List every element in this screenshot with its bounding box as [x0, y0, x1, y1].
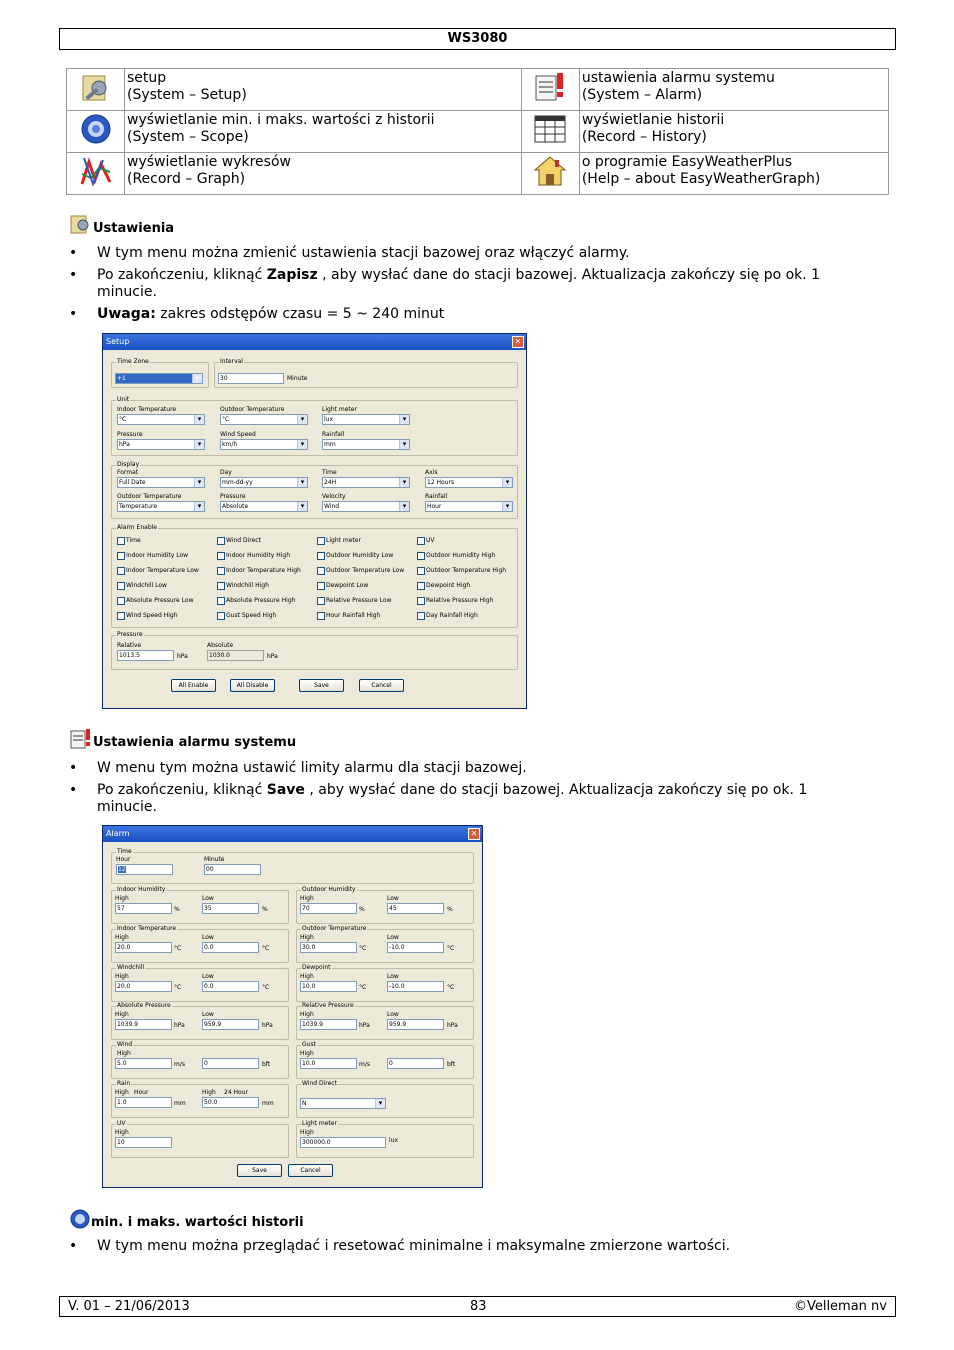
field-label: °C — [262, 984, 270, 991]
ih-high-input[interactable]: 57 — [115, 903, 172, 914]
field-label: hPa — [174, 1022, 185, 1029]
alarm-icon — [69, 728, 93, 750]
field-label: Low — [387, 973, 399, 980]
setup-icon — [69, 214, 93, 236]
gust-bft-input[interactable]: 0 — [387, 1058, 444, 1069]
field-label: High — [300, 1011, 314, 1018]
field-label: °C — [447, 945, 455, 952]
field-label: Low — [387, 1011, 399, 1018]
ap-high-input[interactable]: 1039.9 — [115, 1019, 172, 1030]
wc-alarm-group: Windchill High 20.0 °C Low 0.0 °C — [111, 968, 289, 1002]
rain-24h-input[interactable]: 50.0 — [202, 1097, 259, 1108]
ot-low-input[interactable]: -10.0 — [387, 942, 444, 953]
alarm-enable-checkbox[interactable]: Outdoor Humidity High — [417, 552, 495, 559]
it-low-input[interactable]: 0.0 — [202, 942, 259, 953]
field-label: High — [300, 1129, 314, 1136]
field-label: Hour — [134, 1089, 149, 1096]
gust-alarm-group: Gust High 10.0 m/s 0 bft — [296, 1045, 474, 1079]
graph-icon — [67, 153, 125, 195]
field-label: 24 Hour — [224, 1089, 248, 1096]
velocity-select[interactable]: Wind ▾ — [322, 501, 410, 512]
bullet: • Po zakończeniu, kliknąć Zapisz , aby wysłać dane do stacji bazowej. Aktualizacja zakończy się po ok. 1 minucie. — [69, 267, 869, 301]
field-label: Time — [322, 469, 337, 476]
section-title-text: min. i maks. wartości historii — [91, 1215, 304, 1230]
alarm-enable-checkbox[interactable]: Absolute Pressure Low — [117, 597, 193, 604]
it-high-input[interactable]: 20.0 — [115, 942, 172, 953]
legend-text: (System – Alarm) — [581, 87, 703, 103]
rain-alarm-group: Rain High Hour 1.0 mm High 24 Hour 50.0 mm — [111, 1084, 289, 1118]
legend-text: o programie EasyWeatherPlus — [581, 154, 793, 170]
display-rain-select[interactable]: Hour ▾ — [425, 501, 513, 512]
ih-low-input[interactable]: 35 — [202, 903, 259, 914]
setup-dialog — [102, 333, 527, 709]
rp-alarm-group: Relative Pressure High 1039.9 hPa Low 959.9 hPa — [296, 1006, 474, 1040]
alarm-enable-group: Alarm Enable Time Wind Direct Light meter UV Indoor Humidity Low Indoor Humidity High Outdoor Humidity Low Outdoor Humidity High Indoor Temperature Low Indoor Temperature High Outdoor Temperature Low Outdoor Temperature High Windchill Low Windchill High Dewpoint Low Dewpoint High Absolute Pressure Low Absolute Pressure High Relative Pressure Low Relative Pressure High Wind Speed High Gust Speed High Hour Rainfall High Day Rainfall High — [111, 528, 518, 628]
field-label: High — [115, 934, 129, 941]
field-label: Relative — [117, 642, 142, 649]
dp-alarm-group: Dewpoint High 10.0 °C Low -10.0 °C — [296, 968, 474, 1002]
light-alarm-group: Light meter High 300000.0 lux — [296, 1124, 474, 1158]
alarm-enable-checkbox[interactable]: Windchill High — [217, 582, 269, 589]
alarm-enable-checkbox[interactable]: Indoor Temperature High — [217, 567, 301, 574]
field-label: Rainfall — [425, 493, 448, 500]
scope-bullets — [69, 1238, 869, 1260]
bullet: • Po zakończeniu, kliknąć Save , aby wysłać dane do stacji bazowej. Aktualizacja zakończy się po ok. 1 minucie. — [69, 782, 869, 816]
gust-high-input[interactable]: 10.0 — [300, 1058, 357, 1069]
scope-icon — [69, 1208, 91, 1230]
alarm-enable-checkbox[interactable]: Dewpoint High — [417, 582, 470, 589]
setup-icon — [67, 69, 125, 111]
field-label: High — [115, 1089, 129, 1096]
close-icon[interactable]: ✕ — [512, 336, 524, 348]
cancel-button[interactable]: Cancel — [288, 1164, 333, 1177]
field-label: Pressure — [220, 493, 246, 500]
field-label: High — [202, 1089, 216, 1096]
field-label: High — [117, 1050, 131, 1057]
day-select[interactable]: mm-dd-yy ▾ — [220, 477, 308, 488]
all-enable-button[interactable]: All Enable — [171, 679, 216, 692]
format-select[interactable]: Full Date ▾ — [117, 477, 205, 488]
close-icon[interactable]: ✕ — [468, 828, 480, 840]
alarm-enable-checkbox[interactable]: Light meter — [317, 537, 361, 544]
ot-high-input[interactable]: 30.0 — [300, 942, 357, 953]
outdoor-temp-unit-select[interactable]: °C ▾ — [220, 414, 308, 425]
section-title-text: Ustawienia — [93, 221, 175, 236]
unit-group: Unit Indoor Temperature °C ▾ Outdoor Temperature °C ▾ Light meter lux ▾ Pressure hPa ▾ Wind Speed km/h ▾ Rainfall mm ▾ — [111, 400, 518, 456]
field-label: bft — [447, 1061, 456, 1068]
wind-bft-input[interactable]: 0 — [202, 1058, 259, 1069]
pressure-calibration-group: Pressure Relative 1013.5 hPa Absolute 1030.0 hPa — [111, 635, 518, 670]
field-label: lux — [389, 1137, 399, 1144]
field-label: Wind Speed — [220, 431, 256, 438]
legend-text: wyświetlanie min. i maks. wartości z historii — [127, 112, 435, 128]
interval-group: Interval 30 Minute — [214, 362, 518, 388]
section-title-alarm — [69, 728, 296, 750]
legend-text: (Record – History) — [581, 129, 707, 145]
field-label: m/s — [359, 1061, 370, 1068]
alarm-enable-checkbox[interactable]: Indoor Temperature Low — [117, 567, 199, 574]
field-label: bft — [262, 1061, 271, 1068]
page-number: 83 — [470, 1299, 487, 1314]
field-label: °C — [359, 984, 367, 991]
field-label: Low — [387, 895, 399, 902]
field-label: hPa — [447, 1022, 458, 1029]
dialog-titlebar: Alarm ✕ — [103, 826, 482, 842]
ap-alarm-group: Absolute Pressure High 1039.9 hPa Low 959.9 hPa — [111, 1006, 289, 1040]
light-unit-select[interactable]: lux ▾ — [322, 414, 410, 425]
wc-high-input[interactable]: 20.0 — [115, 981, 172, 992]
field-label: High — [115, 973, 129, 980]
field-label: % — [447, 906, 453, 913]
field-label: % — [174, 906, 180, 913]
oh-high-input[interactable]: 70 — [300, 903, 357, 914]
unit-label: hPa — [177, 653, 188, 660]
interval-unit: Minute — [287, 375, 308, 382]
field-label: Day — [220, 469, 232, 476]
indoor-temp-unit-select[interactable]: °C ▾ — [117, 414, 205, 425]
bullet: • W tym menu można zmienić ustawienia stacji bazowej oraz włączyć alarmy. — [69, 245, 869, 262]
alarm-bullets — [69, 760, 869, 821]
field-label: Outdoor Temperature — [117, 493, 182, 500]
alarm-enable-checkbox[interactable]: Outdoor Temperature High — [417, 567, 506, 574]
interval-input[interactable]: 30 — [218, 373, 284, 384]
field-label: m/s — [174, 1061, 185, 1068]
bullet: • W menu tym można ustawić limity alarmu dla stacji bazowej. — [69, 760, 869, 777]
alarm-enable-checkbox[interactable]: Windchill Low — [117, 582, 167, 589]
copyright: ©Velleman nv — [793, 1299, 887, 1314]
dialog-titlebar: Setup ✕ — [103, 334, 526, 350]
wind-direction-group: Wind Direct N ▾ — [296, 1084, 474, 1118]
alarm-enable-checkbox[interactable]: Outdoor Temperature Low — [317, 567, 404, 574]
field-label: °C — [174, 984, 182, 991]
legend-text: wyświetlanie wykresów — [127, 154, 291, 170]
timezone-group: Time Zone +1 ▾ — [111, 362, 209, 388]
ap-low-input[interactable]: 959.9 — [202, 1019, 259, 1030]
display-outdoor-select[interactable]: Temperature ▾ — [117, 501, 205, 512]
display-pressure-select[interactable]: Absolute ▾ — [220, 501, 308, 512]
field-label: Pressure — [117, 431, 143, 438]
alarm-enable-checkbox[interactable]: Hour Rainfall High — [317, 612, 380, 619]
ot-alarm-group: Outdoor Temperature High 30.0 °C Low -10.0 °C — [296, 929, 474, 963]
wc-low-input[interactable]: 0.0 — [202, 981, 259, 992]
relative-pressure-input[interactable]: 1013.5 — [117, 650, 174, 661]
alarm-enable-checkbox[interactable]: Dewpoint Low — [317, 582, 368, 589]
oh-alarm-group: Outdoor Humidity High 70 % Low 45 % — [296, 890, 474, 924]
field-label: Low — [387, 934, 399, 941]
time-group: Time Hour 12 Minute 00 — [111, 852, 474, 884]
field-label: High — [300, 973, 314, 980]
hour-input[interactable]: 12 — [116, 864, 173, 875]
cancel-button[interactable]: Cancel — [359, 679, 404, 692]
alarm-dialog — [102, 825, 483, 1188]
legend-text: setup — [127, 70, 167, 86]
wind-high-input[interactable]: 5.0 — [115, 1058, 172, 1069]
field-label: Low — [202, 934, 214, 941]
field-label: Velocity — [322, 493, 346, 500]
dp-low-input[interactable]: -10.0 — [387, 981, 444, 992]
field-label: mm — [262, 1100, 274, 1107]
bullet: • Uwaga: zakres odstępów czasu = 5 ~ 240 minut — [69, 306, 869, 323]
all-disable-button[interactable]: All Disable — [230, 679, 275, 692]
alarm-enable-checkbox[interactable]: Relative Pressure Low — [317, 597, 391, 604]
uv-high-input[interactable]: 10 — [115, 1137, 172, 1148]
pressure-unit-select[interactable]: hPa ▾ — [117, 439, 205, 450]
field-label: °C — [447, 984, 455, 991]
field-label: °C — [262, 945, 270, 952]
legend-text: (System – Setup) — [127, 87, 247, 103]
alarm-enable-checkbox[interactable]: Wind Speed High — [117, 612, 178, 619]
field-label: High — [115, 1011, 129, 1018]
field-label: Axis — [425, 469, 438, 476]
alarm-enable-checkbox[interactable]: Time — [117, 537, 141, 544]
history-table-icon — [521, 111, 579, 153]
rain-hour-input[interactable]: 1.0 — [115, 1097, 172, 1108]
time-select[interactable]: 24H ▾ — [322, 477, 410, 488]
alarm-enable-checkbox[interactable]: Wind Direct — [217, 537, 261, 544]
section-title-text: Ustawienia alarmu systemu — [93, 735, 297, 750]
scope-icon — [67, 111, 125, 153]
icon-legend-table — [66, 68, 889, 195]
alarm-enable-checkbox[interactable]: Gust Speed High — [217, 612, 276, 619]
save-button[interactable]: Save — [237, 1164, 282, 1177]
minute-input[interactable]: 00 — [204, 864, 261, 875]
legend-text: ustawienia alarmu systemu — [581, 70, 775, 86]
field-label: Format — [117, 469, 139, 476]
dp-high-input[interactable]: 10.0 — [300, 981, 357, 992]
field-label: High — [300, 1050, 314, 1057]
section-title-scope — [69, 1208, 304, 1230]
field-label: High — [300, 895, 314, 902]
timezone-select[interactable]: +1 ▾ — [115, 373, 203, 384]
rp-high-input[interactable]: 1039.9 — [300, 1019, 357, 1030]
alarm-enable-checkbox[interactable]: Indoor Humidity Low — [117, 552, 188, 559]
page-footer — [59, 1296, 896, 1317]
field-label: % — [262, 906, 268, 913]
legend-text: wyświetlanie historii — [581, 112, 725, 128]
alarm-enable-checkbox[interactable]: Outdoor Humidity Low — [317, 552, 393, 559]
field-label: High — [300, 934, 314, 941]
field-label: % — [359, 906, 365, 913]
wind-unit-select[interactable]: km/h ▾ — [220, 439, 308, 450]
section-title-setup — [69, 214, 174, 236]
oh-low-input[interactable]: 45 — [387, 903, 444, 914]
alarm-enable-checkbox[interactable]: Indoor Humidity High — [217, 552, 290, 559]
legend-text: (System – Scope) — [127, 129, 249, 145]
display-group: Display Format Full Date ▾ Day mm-dd-yy ▾ Time 24H ▾ Axis 12 Hours ▾ Outdoor Temperature Temperature ▾ Pressure Absolute ▾ Velocity Wind ▾ Rainfall Hour ▾ — [111, 465, 518, 519]
page-header: WS3080 — [59, 28, 896, 50]
setup-bullets — [69, 245, 869, 328]
field-label: hPa — [359, 1022, 370, 1029]
field-label: Light meter — [322, 406, 357, 413]
field-label: Outdoor Temperature — [220, 406, 285, 413]
field-label: Indoor Temperature — [117, 406, 177, 413]
wind-alarm-group: Wind High 5.0 m/s 0 bft — [111, 1045, 289, 1079]
field-label: °C — [174, 945, 182, 952]
axis-select[interactable]: 12 Hours ▾ — [425, 477, 513, 488]
bullet: • W tym menu można przeglądać i resetować minimalne i maksymalne zmierzone wartości. — [69, 1238, 869, 1255]
field-label: Low — [202, 895, 214, 902]
field-label: Low — [202, 1011, 214, 1018]
alarm-enable-checkbox[interactable]: UV — [417, 537, 435, 544]
field-label: High — [115, 1129, 129, 1136]
alarm-enable-checkbox[interactable]: Day Rainfall High — [417, 612, 478, 619]
it-alarm-group: Indoor Temperature High 20.0 °C Low 0.0 °C — [111, 929, 289, 963]
legend-text: (Record – Graph) — [127, 171, 246, 187]
light-high-input[interactable]: 300000.0 — [300, 1137, 386, 1148]
field-label: mm — [174, 1100, 186, 1107]
ih-alarm-group: Indoor Humidity High 57 % Low 35 % — [111, 890, 289, 924]
field-label: hPa — [262, 1022, 273, 1029]
rp-low-input[interactable]: 959.9 — [387, 1019, 444, 1030]
unit-label: hPa — [267, 653, 278, 660]
home-icon — [521, 153, 579, 195]
rain-unit-select[interactable]: mm ▾ — [322, 439, 410, 450]
wind-direction-select[interactable]: N ▾ — [300, 1098, 386, 1109]
alarm-enable-checkbox[interactable]: Relative Pressure High — [417, 597, 493, 604]
field-label: Absolute — [207, 642, 234, 649]
alarm-enable-checkbox[interactable]: Absolute Pressure High — [217, 597, 295, 604]
absolute-pressure-input: 1030.0 — [207, 650, 264, 661]
alarm-icon — [521, 69, 579, 111]
field-label: Low — [202, 973, 214, 980]
field-label: Rainfall — [322, 431, 345, 438]
field-label: High — [115, 895, 129, 902]
save-button[interactable]: Save — [299, 679, 344, 692]
version-label: V. 01 – 21/06/2013 — [68, 1299, 190, 1314]
legend-text: (Help – about EasyWeatherGraph) — [581, 171, 821, 187]
field-label: °C — [359, 945, 367, 952]
uv-alarm-group: UV High 10 — [111, 1124, 289, 1158]
